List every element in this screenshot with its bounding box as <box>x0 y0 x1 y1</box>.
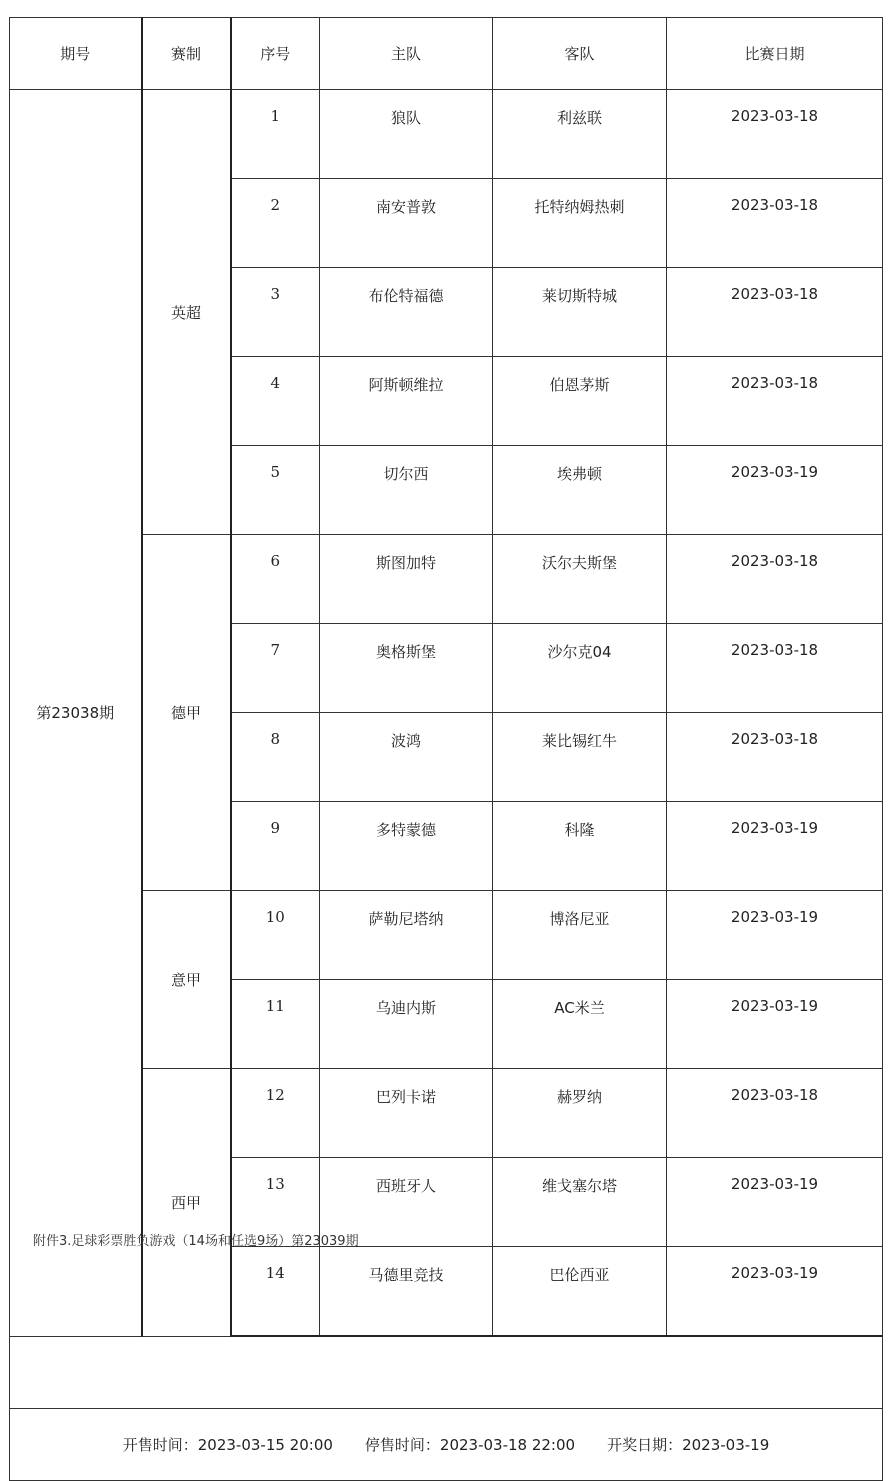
home-team: 南安普敦 <box>320 179 493 268</box>
home-team: 布伦特福德 <box>320 268 493 357</box>
home-team: 马德里竞技 <box>320 1247 493 1337</box>
match-no: 13 <box>231 1158 320 1247</box>
blank-cell <box>10 1336 883 1409</box>
sale-close-time: 停售时间：2023-03-18 22:00 <box>364 1436 576 1454</box>
match-date: 2023-03-18 <box>667 1069 883 1158</box>
period-cell: 第23038期 <box>10 90 142 1337</box>
match-date: 2023-03-18 <box>667 713 883 802</box>
sale-info-cell <box>10 1409 883 1481</box>
away-team: AC米兰 <box>493 980 667 1069</box>
home-team: 阿斯顿维拉 <box>320 357 493 446</box>
match-no: 11 <box>231 980 320 1069</box>
away-team: 埃弗顿 <box>493 446 667 535</box>
footnote: 附件3.足球彩票胜负游戏（14场和任选9场）第23039期 <box>33 1234 359 1249</box>
away-team: 托特纳姆热刺 <box>493 179 667 268</box>
blank-row <box>10 1336 883 1409</box>
away-team: 巴伦西亚 <box>493 1247 667 1337</box>
league-cell: 西甲 <box>142 1069 231 1337</box>
league-cell: 意甲 <box>142 891 231 1069</box>
match-no: 1 <box>231 90 320 179</box>
match-no: 6 <box>231 535 320 624</box>
match-no: 4 <box>231 357 320 446</box>
home-team: 巴列卡诺 <box>320 1069 493 1158</box>
match-no: 5 <box>231 446 320 535</box>
match-no: 3 <box>231 268 320 357</box>
match-date: 2023-03-18 <box>667 357 883 446</box>
header-no: 序号 <box>231 18 320 90</box>
match-date: 2023-03-19 <box>667 446 883 535</box>
home-team: 狼队 <box>320 90 493 179</box>
home-team: 萨勒尼塔纳 <box>320 891 493 980</box>
match-no: 8 <box>231 713 320 802</box>
match-no: 12 <box>231 1069 320 1158</box>
away-team: 利兹联 <box>493 90 667 179</box>
match-no: 7 <box>231 624 320 713</box>
match-no: 2 <box>231 179 320 268</box>
home-team: 斯图加特 <box>320 535 493 624</box>
match-date: 2023-03-18 <box>667 179 883 268</box>
match-date: 2023-03-18 <box>667 624 883 713</box>
schedule-body <box>10 90 883 1337</box>
match-no: 9 <box>231 802 320 891</box>
match-row <box>10 90 883 179</box>
match-no: 14 <box>231 1247 320 1337</box>
home-team: 奥格斯堡 <box>320 624 493 713</box>
away-team: 莱比锡红牛 <box>493 713 667 802</box>
match-date: 2023-03-19 <box>667 980 883 1069</box>
header-row <box>10 18 883 90</box>
header-date: 比赛日期 <box>667 18 883 90</box>
away-team: 沙尔克04 <box>493 624 667 713</box>
sale-open-time: 开售时间：2023-03-15 20:00 <box>122 1436 333 1454</box>
home-team: 波鸿 <box>320 713 493 802</box>
header-period: 期号 <box>10 18 142 90</box>
match-no: 10 <box>231 891 320 980</box>
away-team: 博洛尼亚 <box>493 891 667 980</box>
match-date: 2023-03-18 <box>667 90 883 179</box>
league-cell: 英超 <box>142 90 231 535</box>
match-date: 2023-03-19 <box>667 1158 883 1247</box>
home-team: 乌迪内斯 <box>320 980 493 1069</box>
home-team: 切尔西 <box>320 446 493 535</box>
home-team: 西班牙人 <box>320 1158 493 1247</box>
away-team: 科隆 <box>493 802 667 891</box>
sale-info-row <box>10 1409 883 1481</box>
schedule-table <box>9 17 883 1481</box>
header-away: 客队 <box>493 18 667 90</box>
draw-date: 开奖日期：2023-03-19 <box>607 1436 770 1454</box>
league-cell: 德甲 <box>142 535 231 891</box>
away-team: 莱切斯特城 <box>493 268 667 357</box>
away-team: 沃尔夫斯堡 <box>493 535 667 624</box>
away-team: 赫罗纳 <box>493 1069 667 1158</box>
away-team: 伯恩茅斯 <box>493 357 667 446</box>
match-date: 2023-03-18 <box>667 535 883 624</box>
home-team: 多特蒙德 <box>320 802 493 891</box>
match-date: 2023-03-19 <box>667 1247 883 1337</box>
match-date: 2023-03-18 <box>667 268 883 357</box>
match-date: 2023-03-19 <box>667 891 883 980</box>
away-team: 维戈塞尔塔 <box>493 1158 667 1247</box>
header-league: 赛制 <box>142 18 231 90</box>
match-date: 2023-03-19 <box>667 802 883 891</box>
header-home: 主队 <box>320 18 493 90</box>
